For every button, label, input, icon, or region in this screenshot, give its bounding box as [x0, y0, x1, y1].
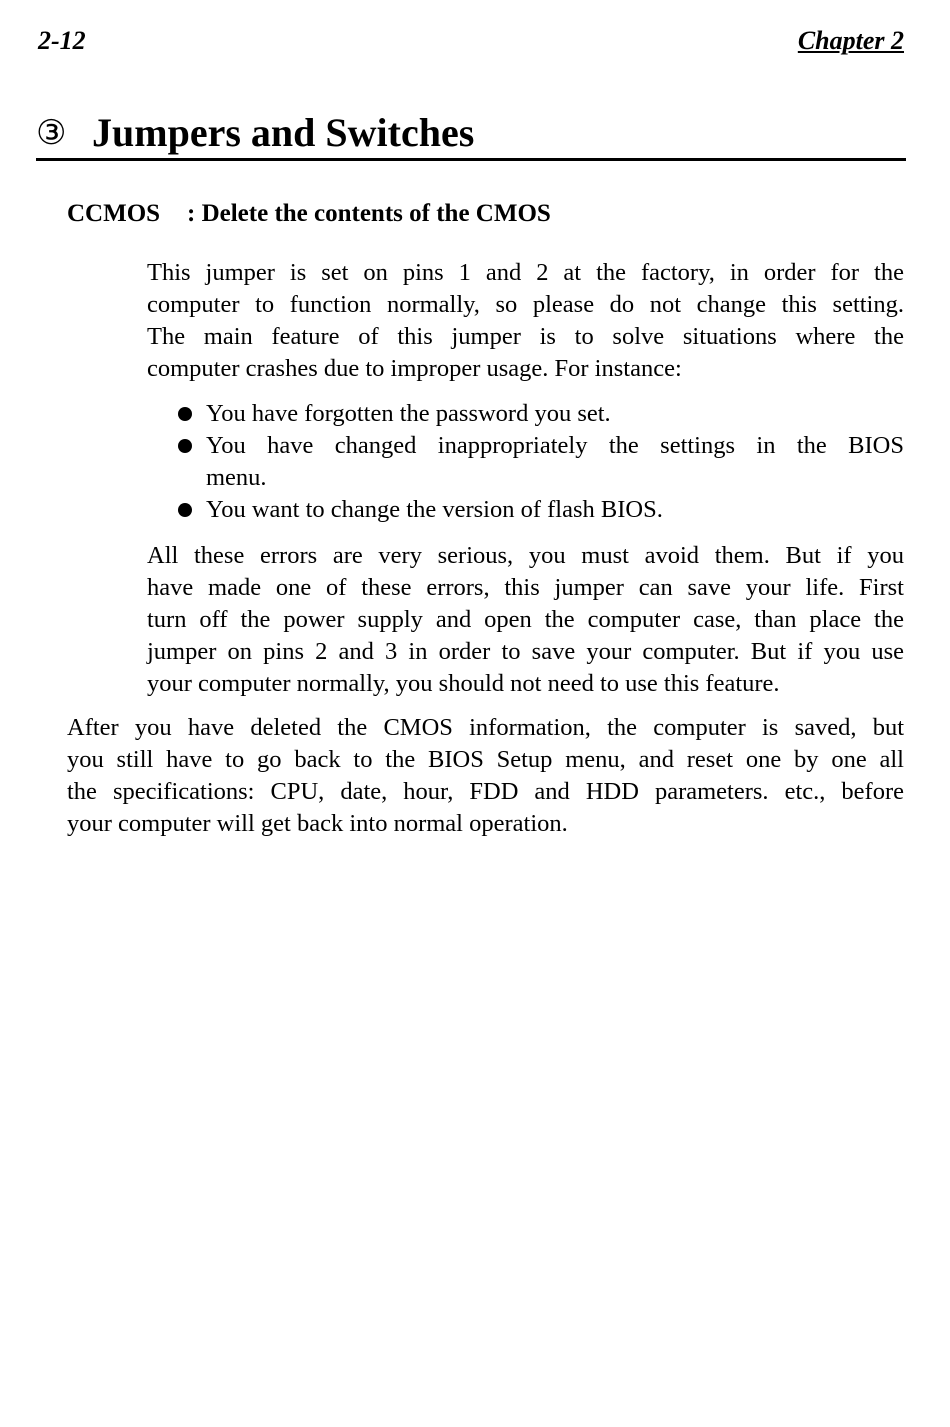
section-heading [36, 108, 906, 161]
errors-line: have made one of these errors, this jumper can save your life. First [147, 574, 904, 601]
intro-line: This jumper is set on pins 1 and 2 at the factory, in order for the [147, 259, 904, 286]
jumper-description: : Delete the contents of the CMOS [187, 200, 551, 227]
after-paragraph [67, 712, 904, 840]
intro-line: computer to function normally, so please do not change this setting. [147, 291, 904, 318]
bullet-dot-icon [170, 494, 206, 526]
after-line: your computer will get back into normal operation. [67, 810, 568, 837]
bullet-text: You want to change the version of flash BIOS. [206, 496, 663, 523]
errors-paragraph [147, 540, 904, 700]
bullet-item [170, 494, 904, 526]
bullet-text: You have changed inappropriately the settings in the BIOS menu. [206, 432, 904, 491]
errors-line: jumper on pins 2 and 3 in order to save your computer. But if you use [147, 638, 904, 665]
section-title: Jumpers and Switches [92, 110, 475, 155]
errors-line: All these errors are very serious, you must avoid them. But if you [147, 542, 904, 569]
page-number: 2-12 [38, 26, 86, 55]
after-line: After you have deleted the CMOS information, the computer is saved, but [67, 714, 904, 741]
chapter-label: Chapter 2 [797, 26, 904, 55]
bullet-text: You have forgotten the password you set. [206, 400, 611, 427]
errors-line: turn off the power supply and open the computer case, than place the [147, 606, 904, 633]
bullet-item [170, 398, 904, 430]
jumper-heading [67, 198, 551, 230]
after-line: the specifications: CPU, date, hour, FDD and HDD parameters. etc., before [67, 778, 904, 805]
intro-line: The main feature of this jumper is to solve situations where the [147, 323, 904, 350]
bullet-dot-icon [170, 430, 206, 462]
section-number-marker: ③ [36, 113, 67, 153]
bullet-dot-icon [170, 398, 206, 430]
jumper-name: CCMOS [67, 200, 161, 227]
bullet-item [170, 430, 904, 494]
intro-line: computer crashes due to improper usage. For instance: [147, 355, 682, 382]
errors-line: your computer normally, you should not need to use this feature. [147, 670, 780, 697]
bullet-list [170, 398, 904, 526]
after-line: you still have to go back to the BIOS Setup menu, and reset one by one all [67, 746, 904, 773]
intro-paragraph [147, 257, 904, 385]
